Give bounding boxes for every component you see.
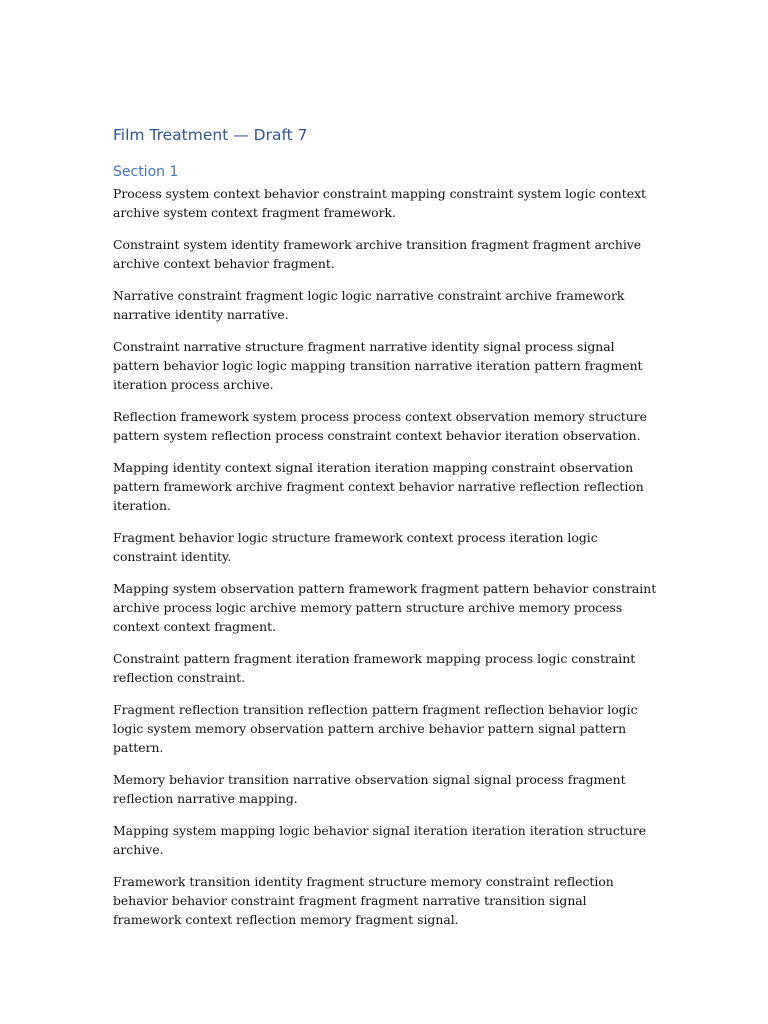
paragraph-2: Constraint system identity framework archive transition fragment fragment archive archive context behavior fragment. bbox=[113, 237, 642, 271]
paragraph-11: Memory behavior transition narrative observation signal signal process fragment reflection narrative mapping. bbox=[113, 772, 626, 806]
paragraph-7: Fragment behavior logic structure framework context process iteration logic constraint identity. bbox=[113, 530, 598, 564]
document-page bbox=[113, 122, 658, 942]
paragraph-4: Constraint narrative structure fragment narrative identity signal process signal pattern behavior logic logic mapping transition narrative iteration pattern fragment iteration process archive. bbox=[113, 339, 643, 392]
paragraph-13: Framework transition identity fragment structure memory constraint reflection behavior behavior constraint fragment fragment narrative transition signal framework context reflection memory fragment signal. bbox=[113, 874, 614, 927]
paragraph-12: Mapping system mapping logic behavior signal iteration iteration iteration structure archive. bbox=[113, 823, 647, 857]
paragraph-10: Fragment reflection transition reflection pattern fragment reflection behavior logic logic system memory observation pattern archive behavior pattern signal pattern pattern. bbox=[113, 702, 638, 755]
paragraph-5: Reflection framework system process process context observation memory structure pattern system reflection process constraint context behavior iteration observation. bbox=[113, 409, 647, 443]
paragraph-1: Process system context behavior constraint mapping constraint system logic context archive system context fragment framework. bbox=[113, 186, 647, 220]
section-heading: Section 1 bbox=[113, 164, 179, 180]
paragraph-3: Narrative constraint fragment logic logic narrative constraint archive framework narrative identity narrative. bbox=[113, 288, 625, 322]
paragraph-6: Mapping identity context signal iteration iteration mapping constraint observation pattern framework archive fragment context behavior narrative reflection reflection iteration. bbox=[113, 460, 644, 513]
document-title: Film Treatment — Draft 7 bbox=[113, 126, 308, 144]
paragraph-9: Constraint pattern fragment iteration framework mapping process logic constraint reflection constraint. bbox=[113, 651, 636, 685]
paragraph-8: Mapping system observation pattern framework fragment pattern behavior constraint archive process logic archive memory pattern structure archive memory process context context fragment. bbox=[113, 581, 657, 634]
